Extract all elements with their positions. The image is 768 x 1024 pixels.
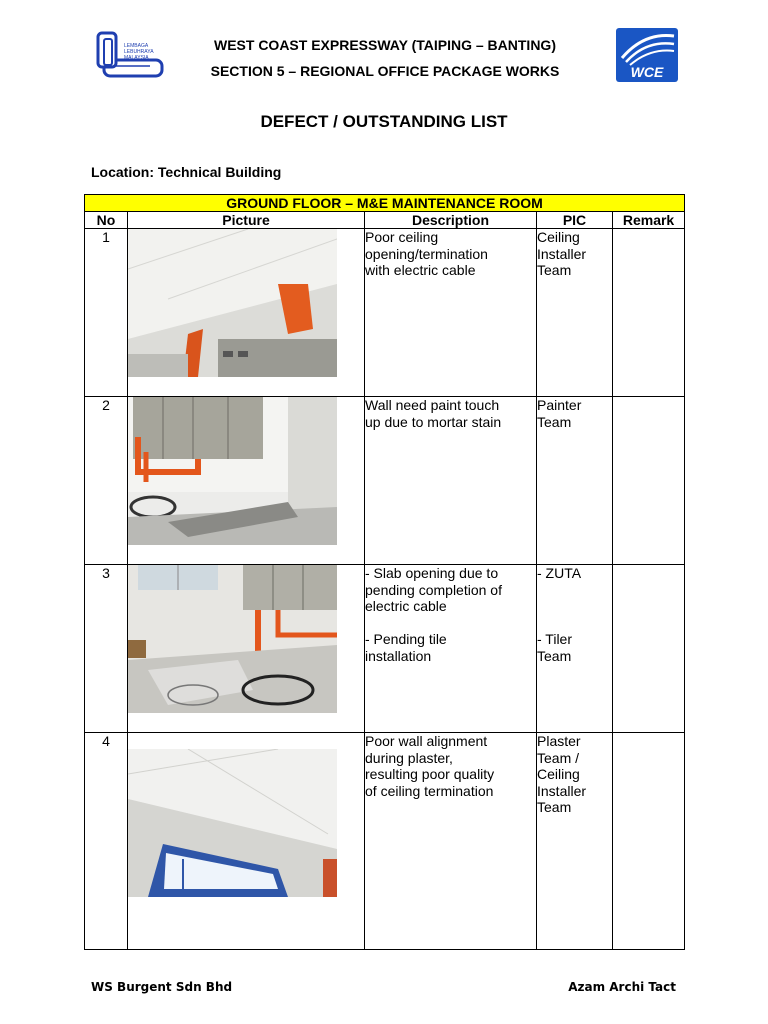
table-row xyxy=(85,565,685,733)
photo-cell xyxy=(128,733,365,950)
row-remark xyxy=(613,565,685,733)
svg-text:LEBUHRAYA: LEBUHRAYA xyxy=(124,49,154,55)
defect-photo-wall xyxy=(128,397,337,545)
row-description xyxy=(365,565,537,733)
column-header-picture: Picture xyxy=(128,212,365,229)
pic-line: Plaster xyxy=(537,733,581,749)
location-label: Location: xyxy=(91,164,154,180)
description-line: resulting poor quality xyxy=(365,766,495,782)
wce-logo xyxy=(616,28,678,82)
description-line: Poor ceiling xyxy=(365,229,439,245)
pic-line: Ceiling xyxy=(537,229,580,245)
wce-logo-text: WCE xyxy=(630,64,664,80)
svg-text:MALAYSIA: MALAYSIA xyxy=(124,55,149,61)
row-description xyxy=(365,229,537,397)
pic-line: Painter xyxy=(537,397,582,413)
section-title: GROUND FLOOR – M&E MAINTENANCE ROOM xyxy=(85,195,685,212)
row-number: 2 xyxy=(85,397,128,565)
row-remark xyxy=(613,397,685,565)
photo-cell xyxy=(128,229,365,397)
column-header-remark: Remark xyxy=(613,212,685,229)
project-title-line2: SECTION 5 – REGIONAL OFFICE PACKAGE WORKS xyxy=(210,63,560,79)
column-header-description: Description xyxy=(365,212,537,229)
description-line: during plaster, xyxy=(365,749,453,766)
row-description xyxy=(365,733,537,950)
pic-line: Team xyxy=(537,262,572,278)
pic-line: Team xyxy=(537,413,572,430)
pic-line: Ceiling xyxy=(537,766,580,782)
row-pic xyxy=(537,397,613,565)
project-titles xyxy=(180,32,590,84)
photo-cell xyxy=(128,397,365,565)
row-number: 4 xyxy=(85,733,128,950)
row-pic xyxy=(537,733,613,950)
table-row xyxy=(85,397,685,565)
description-line: installation xyxy=(365,647,432,664)
photo-cell xyxy=(128,565,365,733)
pic-line: Team xyxy=(537,799,572,815)
description-line: of ceiling termination xyxy=(365,782,494,799)
description-line: opening/termination xyxy=(365,245,488,262)
description-gap xyxy=(365,615,536,632)
description-line: - Slab opening due to xyxy=(365,565,499,581)
location xyxy=(91,164,281,180)
footer-company: WS Burgent Sdn Bhd xyxy=(91,980,233,994)
document-header xyxy=(0,0,768,100)
pic-line: - ZUTA xyxy=(537,565,582,581)
document-title: DEFECT / OUTSTANDING LIST xyxy=(260,112,508,131)
description-line: up due to mortar stain xyxy=(365,413,502,430)
table-row xyxy=(85,229,685,397)
defect-table xyxy=(84,194,685,950)
row-pic xyxy=(537,229,613,397)
project-title-line1: WEST COAST EXPRESSWAY (TAIPING – BANTING) xyxy=(213,37,556,53)
pic-line: Installer xyxy=(537,782,587,799)
description-line: pending completion of xyxy=(365,581,502,598)
row-description xyxy=(365,397,537,565)
location-value: Technical Building xyxy=(157,164,282,180)
description-line: with electric cable xyxy=(365,262,476,278)
row-remark xyxy=(613,733,685,950)
pic-line: - Tiler xyxy=(537,631,572,647)
row-pic xyxy=(537,565,613,733)
description-line: Wall need paint touch xyxy=(365,397,500,413)
footer-signatory: Azam Archi Tact xyxy=(568,980,676,994)
defect-photo-plaster xyxy=(128,749,337,897)
description-line: electric cable xyxy=(365,598,447,614)
table-row xyxy=(85,733,685,950)
pic-line: Installer xyxy=(537,245,587,262)
defect-photo-slab xyxy=(128,565,337,713)
pic-gap xyxy=(537,615,612,632)
pic-line: Team / xyxy=(537,749,580,766)
row-number: 1 xyxy=(85,229,128,397)
row-number: 3 xyxy=(85,565,128,733)
llm-logo xyxy=(96,30,166,82)
column-header-pic: PIC xyxy=(537,212,613,229)
defect-photo-ceiling xyxy=(128,229,337,377)
description-line: - Pending tile xyxy=(365,631,447,647)
pic-gap xyxy=(537,598,612,615)
description-line: Poor wall alignment xyxy=(365,733,488,749)
row-remark xyxy=(613,229,685,397)
pic-line: Team xyxy=(537,647,572,664)
column-header-no: No xyxy=(85,212,128,229)
svg-text:LEMBAGA: LEMBAGA xyxy=(124,43,149,49)
pic-gap xyxy=(537,582,612,599)
